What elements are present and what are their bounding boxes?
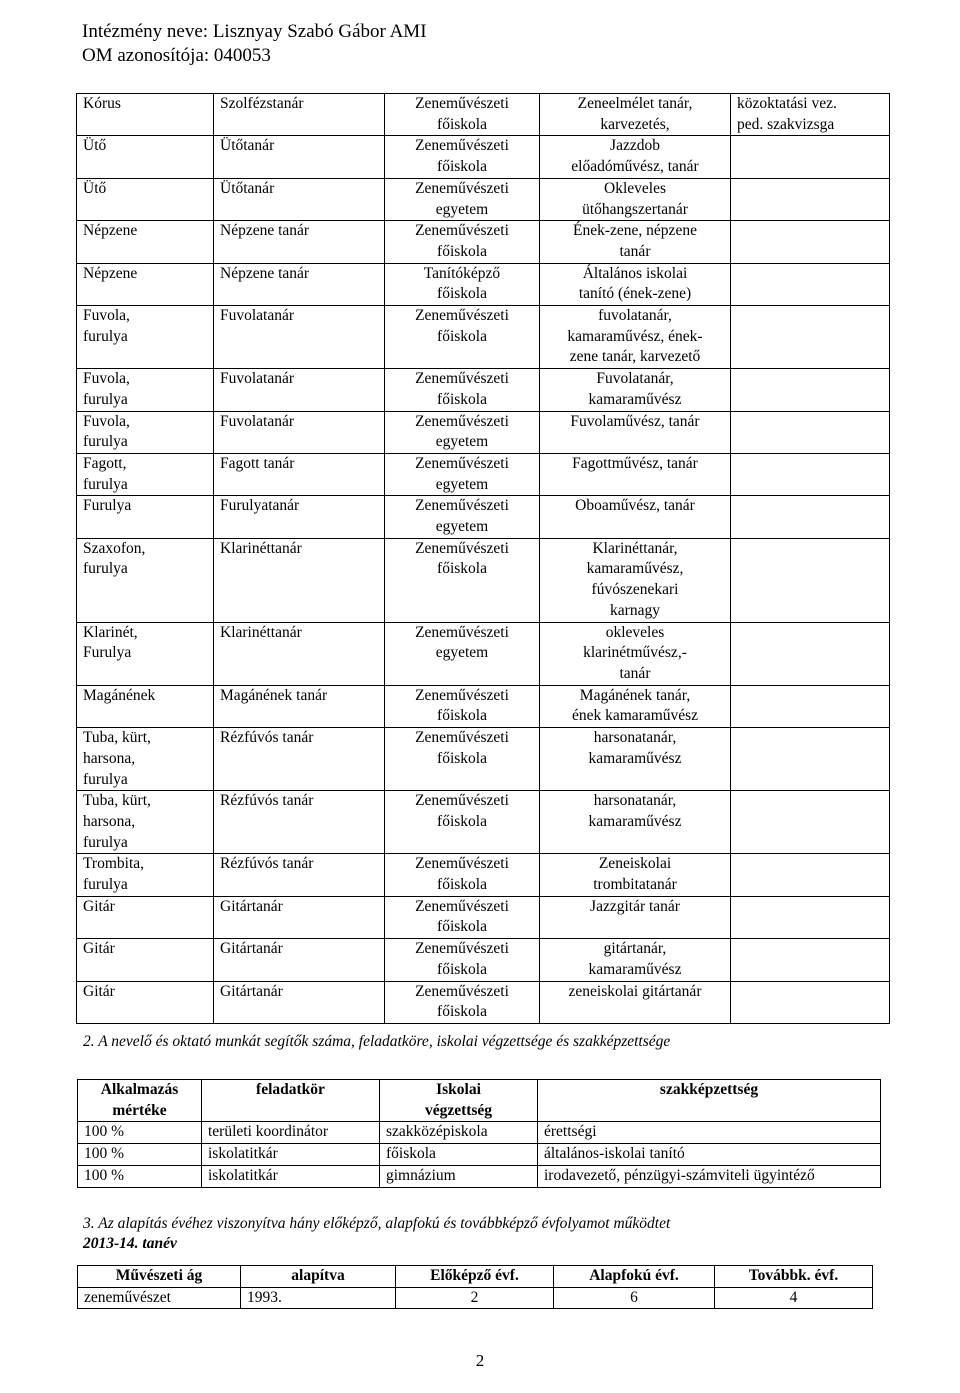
additional-cell (731, 685, 890, 727)
qualification-cell: Magánének tanár, ének kamaraművész (540, 685, 731, 727)
institution-cell: Zeneművészeti egyetem (385, 178, 540, 220)
additional-cell (731, 791, 890, 854)
grades-table (77, 1265, 873, 1309)
additional-cell (731, 622, 890, 685)
header-employment: Alkalmazás mértéke (78, 1080, 202, 1122)
additional-cell (731, 939, 890, 981)
qualification-cell: Zeneelmélet tanár, karvezetés, (540, 94, 731, 136)
cell: általános-iskolai tanító (538, 1144, 881, 1166)
cell: iskolatitkár (202, 1144, 380, 1166)
qualification-cell: Okleveles ütőhangszertanár (540, 178, 731, 220)
qualification-cell: fuvolatanár, kamaraművész, ének- zene tanár, karvezető (540, 306, 731, 369)
subject-cell: Gitár (77, 939, 214, 981)
table-row (77, 685, 890, 727)
position-cell: Klarinéttanár (214, 538, 385, 622)
table-row (77, 728, 890, 791)
cell: 1993. (241, 1287, 396, 1309)
table-row (77, 939, 890, 981)
table-row (77, 453, 890, 495)
table-row (78, 1122, 881, 1144)
position-cell: Fuvolatanár (214, 369, 385, 411)
position-cell: Ütőtanár (214, 178, 385, 220)
subject-cell: Ütő (77, 178, 214, 220)
table-row (77, 981, 890, 1023)
position-cell: Gitártanár (214, 896, 385, 938)
cell: 100 % (78, 1165, 202, 1187)
subject-cell: Kórus (77, 94, 214, 136)
subject-cell: Klarinét, Furulya (77, 622, 214, 685)
position-cell: Klarinéttanár (214, 622, 385, 685)
institution-cell: Zeneművészeti főiskola (385, 221, 540, 263)
cell: érettségi (538, 1122, 881, 1144)
position-cell: Népzene tanár (214, 221, 385, 263)
institution-cell: Zeneművészeti főiskola (385, 981, 540, 1023)
header-education: Iskolai végzettség (380, 1080, 538, 1122)
additional-cell (731, 896, 890, 938)
cell: gimnázium (380, 1165, 538, 1187)
table-row (78, 1165, 881, 1187)
cell: zeneművészet (78, 1287, 241, 1309)
institution-cell: Zeneművészeti főiskola (385, 306, 540, 369)
additional-cell (731, 453, 890, 495)
position-cell: Ütőtanár (214, 136, 385, 178)
subject-cell: Ütő (77, 136, 214, 178)
qualification-cell: Jazzdob előadóművész, tanár (540, 136, 731, 178)
institution-cell: Zeneművészeti főiskola (385, 136, 540, 178)
institution-cell: Zeneművészeti egyetem (385, 453, 540, 495)
subject-cell: Furulya (77, 496, 214, 538)
institution-cell: Zeneművészeti egyetem (385, 622, 540, 685)
position-cell: Szolfézstanár (214, 94, 385, 136)
table-row (77, 263, 890, 305)
institution-cell: Zeneművészeti főiskola (385, 854, 540, 896)
cell: irodavezető, pénzügyi-számviteli ügyintéző (538, 1165, 881, 1187)
section-3-title: 3. Az alapítás évéhez viszonyítva hány előképző, alapfokú és továbbképző évfolyamot működtet (83, 1215, 671, 1232)
om-id: OM azonosítója: 040053 (82, 45, 271, 66)
header-role: feladatkör (202, 1080, 380, 1122)
additional-cell (731, 306, 890, 369)
cell: területi koordinátor (202, 1122, 380, 1144)
table-row (77, 791, 890, 854)
assistant-table-header-row (78, 1080, 881, 1122)
table-row (77, 306, 890, 369)
subject-cell: Tuba, kürt, harsona, furulya (77, 728, 214, 791)
institution-cell: Zeneművészeti egyetem (385, 496, 540, 538)
additional-cell (731, 369, 890, 411)
table-row (77, 411, 890, 453)
cell: 100 % (78, 1122, 202, 1144)
header-founded: alapítva (241, 1266, 396, 1288)
additional-cell (731, 178, 890, 220)
cell: szakközépiskola (380, 1122, 538, 1144)
qualification-cell: Oboaművész, tanár (540, 496, 731, 538)
table-row (77, 854, 890, 896)
institution-cell: Zeneművészeti főiskola (385, 538, 540, 622)
cell: 4 (715, 1287, 873, 1309)
section-2-title: 2. A nevelő és oktató munkát segítők száma, feladatköre, iskolai végzettsége és szakképzettsége (83, 1033, 671, 1050)
position-cell: Fagott tanár (214, 453, 385, 495)
qualification-cell: Zeneiskolai trombitatanár (540, 854, 731, 896)
cell: főiskola (380, 1144, 538, 1166)
position-cell: Rézfúvós tanár (214, 854, 385, 896)
subject-cell: Népzene (77, 263, 214, 305)
header-basic: Alapfokú évf. (554, 1266, 715, 1288)
institution-cell: Zeneművészeti főiskola (385, 685, 540, 727)
table-row (77, 538, 890, 622)
subject-cell: Gitár (77, 896, 214, 938)
table-row (77, 94, 890, 136)
subject-cell: Magánének (77, 685, 214, 727)
table-row (78, 1287, 873, 1309)
institution-cell: Zeneművészeti egyetem (385, 411, 540, 453)
header-art-branch: Művészeti ág (78, 1266, 241, 1288)
table-row (77, 221, 890, 263)
additional-cell (731, 411, 890, 453)
cell: 6 (554, 1287, 715, 1309)
institution-cell: Zeneművészeti főiskola (385, 369, 540, 411)
institution-cell: Zeneművészeti főiskola (385, 791, 540, 854)
additional-cell (731, 538, 890, 622)
qualification-cell: okleveles klarinétművész,- tanár (540, 622, 731, 685)
institution-cell: Tanítóképző főiskola (385, 263, 540, 305)
qualification-cell: harsonatanár, kamaraművész (540, 791, 731, 854)
subject-cell: Fuvola, furulya (77, 411, 214, 453)
position-cell: Rézfúvós tanár (214, 728, 385, 791)
additional-cell (731, 728, 890, 791)
qualification-cell: Fagottművész, tanár (540, 453, 731, 495)
subject-cell: Tuba, kürt, harsona, furulya (77, 791, 214, 854)
table-row (77, 136, 890, 178)
header-advanced: Továbbk. évf. (715, 1266, 873, 1288)
cell: iskolatitkár (202, 1165, 380, 1187)
institution-cell: Zeneművészeti főiskola (385, 939, 540, 981)
additional-cell (731, 263, 890, 305)
cell: 100 % (78, 1144, 202, 1166)
qualification-cell: Jazzgitár tanár (540, 896, 731, 938)
additional-cell (731, 981, 890, 1023)
position-cell: Magánének tanár (214, 685, 385, 727)
qualification-cell: gitártanár, kamaraművész (540, 939, 731, 981)
assistant-staff-table (77, 1079, 881, 1188)
grades-table-header-row (78, 1266, 873, 1288)
header-preparatory: Előképző évf. (396, 1266, 554, 1288)
institution-name: Intézmény neve: Lisznyay Szabó Gábor AMI (82, 21, 427, 42)
school-year: 2013-14. tanév (83, 1235, 177, 1252)
additional-cell (731, 136, 890, 178)
additional-cell: közoktatási vez. ped. szakvizsga (731, 94, 890, 136)
qualification-cell: harsonatanár, kamaraművész (540, 728, 731, 791)
position-cell: Rézfúvós tanár (214, 791, 385, 854)
subject-cell: Trombita, furulya (77, 854, 214, 896)
table-row (78, 1144, 881, 1166)
position-cell: Népzene tanár (214, 263, 385, 305)
position-cell: Fuvolatanár (214, 411, 385, 453)
page-header (82, 20, 427, 68)
additional-cell (731, 854, 890, 896)
table-row (77, 622, 890, 685)
qualification-cell: Klarinéttanár, kamaraművész, fúvószenekari karnagy (540, 538, 731, 622)
position-cell: Gitártanár (214, 981, 385, 1023)
table-row (77, 178, 890, 220)
table-row (77, 369, 890, 411)
page-number: 2 (475, 1351, 485, 1370)
additional-cell (731, 496, 890, 538)
subject-cell: Szaxofon, furulya (77, 538, 214, 622)
table-row (77, 896, 890, 938)
qualification-cell: zeneiskolai gitártanár (540, 981, 731, 1023)
qualification-cell: Általános iskolai tanító (ének-zene) (540, 263, 731, 305)
subject-cell: Gitár (77, 981, 214, 1023)
subject-cell: Fuvola, furulya (77, 306, 214, 369)
qualification-cell: Ének-zene, népzene tanár (540, 221, 731, 263)
position-cell: Furulyatanár (214, 496, 385, 538)
position-cell: Gitártanár (214, 939, 385, 981)
institution-cell: Zeneművészeti főiskola (385, 896, 540, 938)
staff-table-body (77, 94, 890, 1024)
subject-cell: Fuvola, furulya (77, 369, 214, 411)
table-row (77, 496, 890, 538)
institution-cell: Zeneművészeti főiskola (385, 94, 540, 136)
institution-cell: Zeneművészeti főiskola (385, 728, 540, 791)
staff-table (76, 93, 890, 1024)
cell: 2 (396, 1287, 554, 1309)
additional-cell (731, 221, 890, 263)
header-qualification: szakképzettség (538, 1080, 881, 1122)
position-cell: Fuvolatanár (214, 306, 385, 369)
qualification-cell: Fuvolatanár, kamaraművész (540, 369, 731, 411)
subject-cell: Népzene (77, 221, 214, 263)
subject-cell: Fagott, furulya (77, 453, 214, 495)
qualification-cell: Fuvolaművész, tanár (540, 411, 731, 453)
